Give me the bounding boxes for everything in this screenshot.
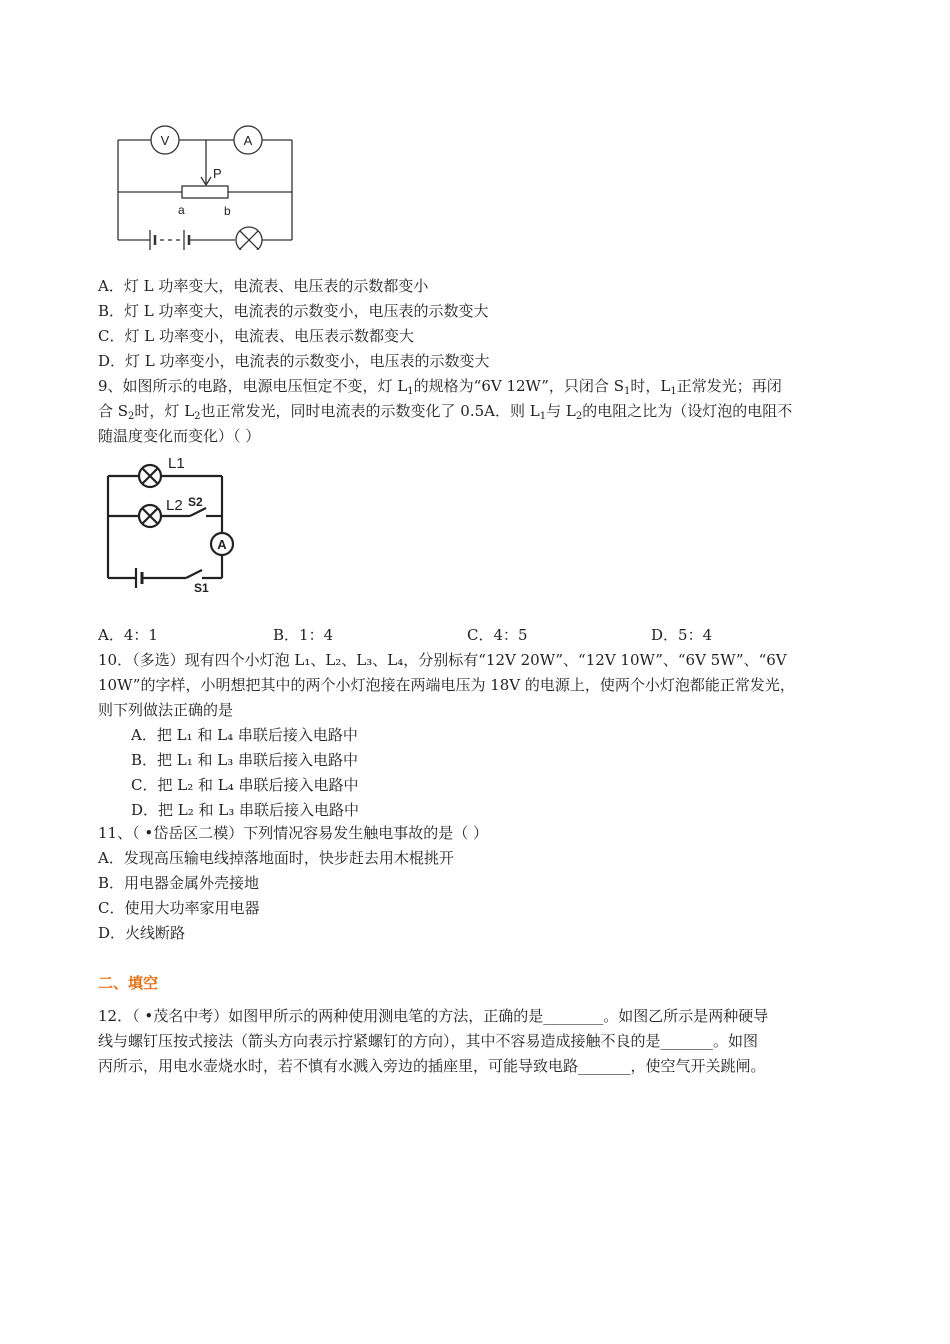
q10-option-b: B．把 L₁ 和 L₃ 串联后接入电路中	[131, 751, 359, 769]
q9-option-d: D．5：4	[651, 626, 713, 644]
q8-option-a: A．灯 L 功率变大，电流表、电压表的示数都变小	[98, 277, 429, 295]
q11-option-b: B．用电器金属外壳接地	[98, 874, 260, 892]
q8-option-d: D．灯 L 功率变小，电流表的示数变小，电压表的示数变大	[98, 352, 490, 370]
q12-line-3: 丙所示，用电水壶烧水时，若不慎有水溅入旁边的插座里，可能导致电路_______，使空气开关跳闸。	[98, 1057, 766, 1075]
q10-line-3: 则下列做法正确的是	[98, 701, 234, 719]
q10-line-2: 10W”的字样，小明想把其中的两个小灯泡接在两端电压为 18V 的电源上，使两个小灯泡都能正常发光，	[98, 676, 795, 694]
q9-option-c: C．4：5	[467, 626, 528, 644]
q10-option-d: D．把 L₂ 和 L₃ 串联后接入电路中	[131, 801, 360, 819]
voltmeter-label: V	[160, 133, 170, 148]
slider-label: P	[213, 166, 222, 181]
q8-option-b: B．灯 L 功率变大，电流表的示数变小，电压表的示数变大	[98, 302, 489, 320]
q9-line-2: 合 $S_2$时，灯 $L_2$也正常发光，同时电流表的示数变化了 0.5A．则 $L_1$与 $L_2$的电阻之比为（设灯泡的电阻不	[98, 402, 793, 422]
circuit-diagram-2	[102, 454, 242, 596]
q9-line-3: 随温度变化而变化）（ ）	[98, 427, 261, 445]
q11-option-d: D．火线断路	[98, 924, 186, 942]
q8-option-c: C．灯 L 功率变小，电流表、电压表示数都变大	[98, 327, 414, 345]
q10-option-a: A．把 L₁ 和 L₄ 串联后接入电路中	[131, 726, 358, 744]
q12-line-2: 线与螺钉压按式接法（箭头方向表示拧紧螺钉的方向），其中不容易造成接触不良的是_______。如图	[98, 1032, 759, 1050]
q9-line-1: 9、如图所示的电路，电源电压恒定不变，灯 $L_1$的规格为“6V 12W”，只闭合 $S_1$时，$L_1$正常发光；再闭	[98, 377, 782, 397]
circuit2-ammeter-label: A	[217, 537, 227, 552]
q12-line-1: 12．（ •茂名中考）如图甲所示的两种使用测电笔的方法，正确的是________。如图乙所示是两种硬导	[98, 1007, 769, 1025]
end-a-label: a	[178, 203, 185, 217]
circuit2-s1-label: S1	[194, 581, 209, 595]
q9-option-a: A．4：1	[98, 626, 158, 644]
q11-stem: 11、（ •岱岳区二模）下列情况容易发生触电事故的是（ ）	[98, 824, 488, 842]
section-heading-fill-in: 二、填空	[98, 974, 159, 992]
q10-option-c: C．把 L₂ 和 L₄ 串联后接入电路中	[131, 776, 359, 794]
circuit-diagram-1	[110, 122, 300, 250]
ammeter-label: A	[243, 133, 253, 148]
circuit2-s2-label: S2	[188, 495, 203, 509]
q10-line-1: 10．（多选）现有四个小灯泡 L₁、L₂、L₃、L₄，分别标有“12V 20W”、“12V 10W”、“6V 5W”、“6V	[98, 651, 787, 669]
q11-option-a: A．发现高压输电线掉落地面时，快步赶去用木棍挑开	[98, 849, 454, 867]
q9-option-b: B．1：4	[273, 626, 334, 644]
end-b-label: b	[224, 204, 231, 218]
circuit2-l1-label: L1	[168, 455, 185, 472]
circuit2-l2-label: L2	[166, 497, 183, 514]
q11-option-c: C．使用大功率家用电器	[98, 899, 260, 917]
